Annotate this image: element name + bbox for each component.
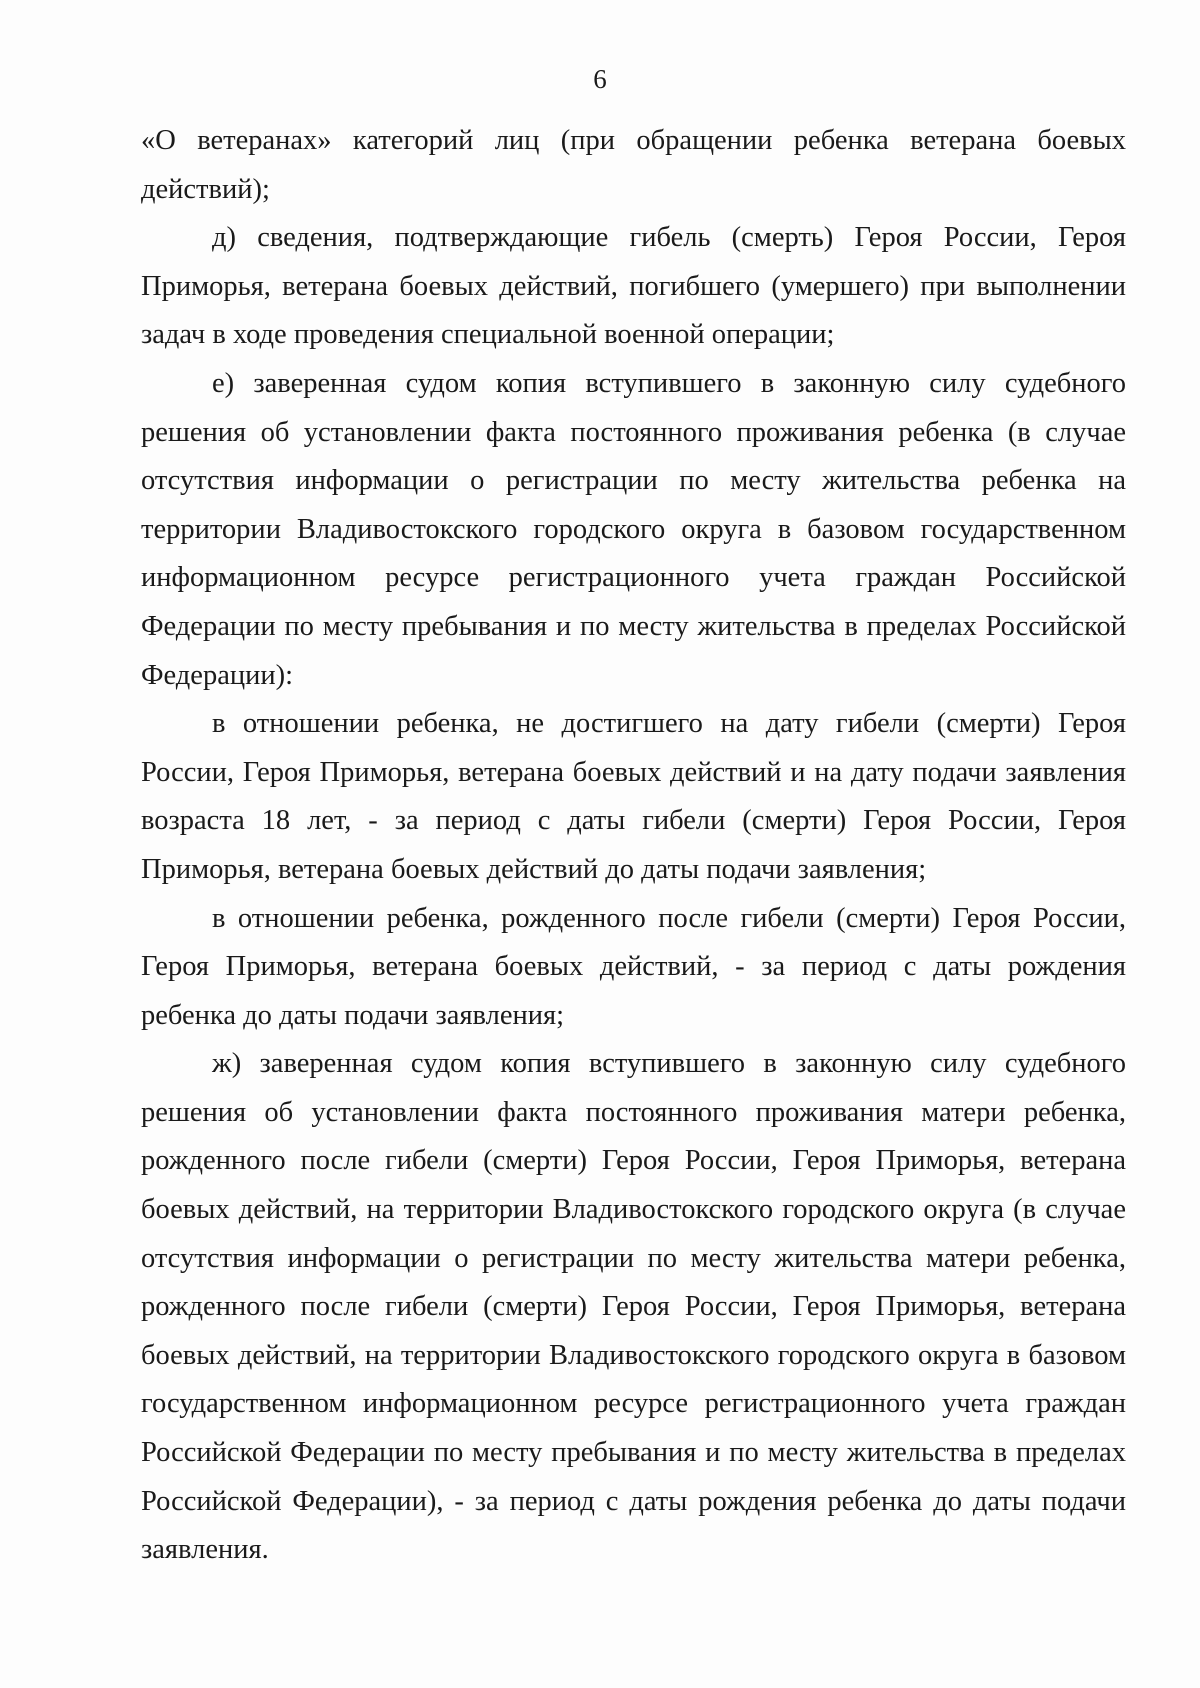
paragraph-item-d: д) сведения, подтверждающие гибель (смерть) Героя России, Героя Приморья, ветерана боевых действий, погибшего (умершего) при выполнении задач в ходе проведения специальной военной операции;	[141, 222, 1126, 351]
paragraph-item-e: е) заверенная судом копия вступившего в законную силу судебного решения об установлении факта постоянного проживания ребенка (в случае отсутствия информации о регистрации по месту жительства ребенка на территории Владивостокского городского округа в базовом государственном информационном ресурсе регистрационного учета граждан Российской Федерации по месту пребывания и по месту жительства в пределах Российской Федерации):	[141, 367, 1126, 691]
page-number: 6	[593, 64, 607, 94]
paragraph-item-zh: ж) заверенная судом копия вступившего в законную силу судебного решения об установлении факта постоянного проживания матери ребенка, рожденного после гибели (смерти) Героя России, Героя Приморья, ветерана боевых действий, на территории Владивостокского городского округа (в случае отсутствия информации о регистрации по месту жительства матери ребенка, рожденного после гибели (смерти) Героя России, Героя Приморья, ветерана боевых действий, на территории Владивостокского городского округа в базовом государственном информационном ресурсе регистрационного учета граждан Российской Федерации по месту пребывания и по месту жительства в пределах Российской Федерации), - за период с даты рождения ребенка до даты подачи заявления.	[141, 1048, 1126, 1566]
paragraph-child-under-18: в отношении ребенка, не достигшего на дату гибели (смерти) Героя России, Героя Приморья, ветерана боевых действий и на дату подачи заявления возраста 18 лет, - за период с даты гибели (смерти) Героя России, Героя Приморья, ветерана боевых действий до даты подачи заявления;	[141, 708, 1126, 885]
paragraph-veterans-category: «О ветеранах» категорий лиц (при обращении ребенка ветерана боевых действий);	[141, 125, 1126, 205]
paragraph-child-born-after: в отношении ребенка, рожденного после гибели (смерти) Героя России, Героя Приморья, ветерана боевых действий, - за период с даты рождения ребенка до даты подачи заявления;	[141, 902, 1126, 1031]
document-body	[141, 117, 1126, 1575]
